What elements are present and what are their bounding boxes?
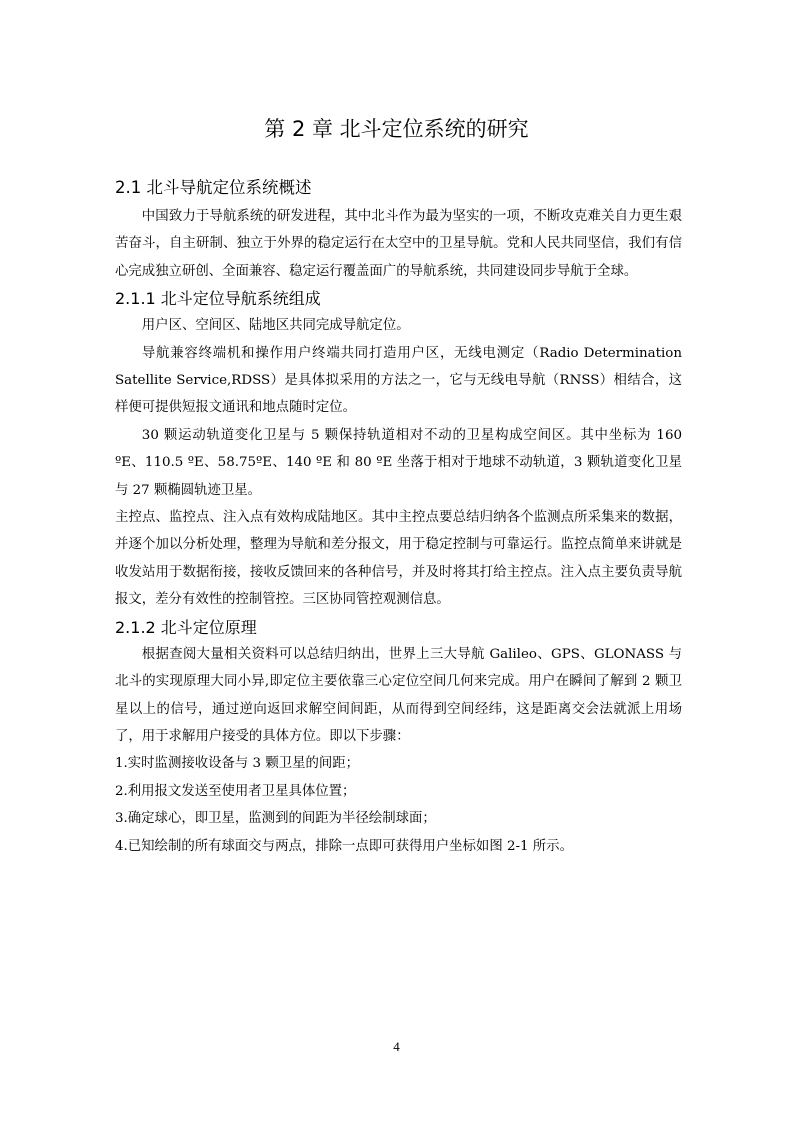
page-number: 4 <box>393 1039 400 1054</box>
paragraph: 30 颗运动轨道变化卫星与 5 颗保持轨道相对不动的卫星构成空间区。其中坐标为 160 ºE、110.5 ºE、58.75ºE、140 ºE 和 80 ºE 坐落于相对于地球不动轨道，3 颗轨道变化卫星与 27 颗椭圆轨迹卫星。 <box>115 427 682 498</box>
section-heading-2-1: 2.1 北斗导航定位系统概述 <box>115 178 312 197</box>
step-item: 3.确定球心，即卫星，监测到的间距为半径绘制球面； <box>115 811 436 827</box>
paragraph: 主控点、监控点、注入点有效构成陆地区。其中主控点要总结归纳各个监测点所采集来的数据，并逐个加以分析处理，整理为导航和差分报文，用于稳定控制与可靠运行。监控点简单来讲就是收发站用于数据衔接，接收反馈回来的各种信号，并及时将其打给主控点。注入点主要负责导航报文，差分有效性的控制管控。三区协同管控观测信息。 <box>115 510 682 608</box>
paragraph: 根据查阅大量相关资料可以总结归纳出，世界上三大导航 Galileo、GPS、GLONASS 与北斗的实现原理大同小异,即定位主要依靠三心定位空间几何来完成。用户在瞬间了解到 2 颗卫星以上的信号，通过逆向返回求解空间间距，从而得到空间经纬，这是距离交会法就派上用场了，用于求解用户接受的具体方位。即以下步骤： <box>115 646 682 744</box>
section-heading-2-1-2: 2.1.2 北斗定位原理 <box>115 617 257 637</box>
chapter-title: 第 2 章 北斗定位系统的研究 <box>264 117 529 141</box>
paragraph: 导航兼容终端机和操作用户终端共同打造用户区，无线电测定（Radio Determination Satellite Service,RDSS）是具体拟采用的方法之一，它与无线电导航（RNSS）相结合，这样便可提供短报文通讯和地点随时定位。 <box>115 345 682 416</box>
page-body <box>115 173 682 860</box>
step-item: 1.实时监测接收设备与 3 颗卫星的间距； <box>115 756 360 772</box>
paragraph: 用户区、空间区、陆地区共同完成导航定位。 <box>141 318 410 334</box>
section-heading-2-1-1: 2.1.1 北斗定位导航系统组成 <box>115 289 321 309</box>
step-item: 2.利用报文发送至使用者卫星具体位置； <box>115 783 356 799</box>
step-item: 4.已知绘制的所有球面交与两点，排除一点即可获得用户坐标如图 2-1 所示。 <box>115 838 573 854</box>
paragraph: 中国致力于导航系统的研发进程，其中北斗作为最为坚实的一项，不断攻克难关自力更生艰苦奋斗，自主研制、独立于外界的稳定运行在太空中的卫星导航。党和人民共同坚信，我们有信心完成独立研创、全面兼容、稳定运行覆盖面广的导航系统，共同建设同步导航于全球。 <box>115 209 682 279</box>
